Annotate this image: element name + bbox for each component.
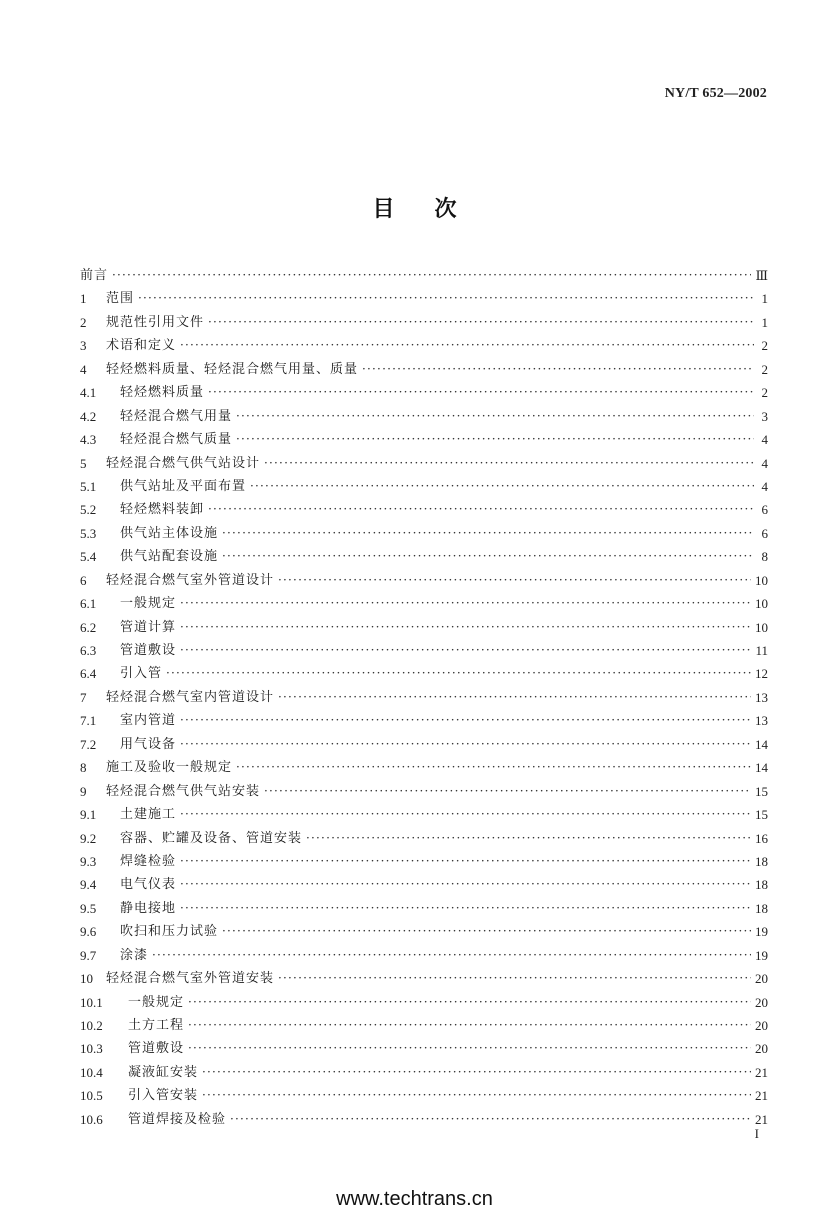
dot-leader bbox=[236, 428, 754, 451]
toc-entry[interactable] bbox=[80, 475, 768, 498]
toc-entry-label: 轻烃混合燃气室外管道安装 bbox=[106, 971, 275, 987]
dot-leader bbox=[166, 662, 751, 685]
toc-entry[interactable] bbox=[80, 803, 768, 826]
toc-entry-number: 6.3 bbox=[80, 643, 97, 658]
dot-leader bbox=[250, 475, 754, 498]
dot-leader bbox=[152, 944, 751, 967]
table-of-contents bbox=[80, 264, 768, 1131]
toc-entry-number: 9.7 bbox=[80, 947, 97, 963]
toc-entry-number: 5.1 bbox=[80, 478, 97, 494]
toc-entry-label: 室内管道 bbox=[120, 713, 177, 729]
toc-entry-label: 轻烃混合燃气供气站安装 bbox=[106, 783, 261, 799]
toc-entry-page: 6 bbox=[761, 502, 768, 518]
toc-entry-page: 1 bbox=[761, 314, 768, 330]
page-folio: I bbox=[754, 1126, 759, 1141]
dot-leader bbox=[208, 498, 754, 521]
dot-leader bbox=[188, 991, 751, 1014]
toc-entry-page: 2 bbox=[761, 385, 768, 401]
toc-entry[interactable] bbox=[80, 873, 768, 896]
toc-entry[interactable] bbox=[80, 827, 768, 850]
toc-entry-number: 7.1 bbox=[80, 713, 97, 729]
toc-entry[interactable] bbox=[80, 709, 768, 732]
toc-entry-number: 3 bbox=[80, 338, 87, 354]
toc-entry-page: 16 bbox=[755, 830, 768, 846]
toc-entry-label: 前言 bbox=[80, 268, 109, 283]
toc-entry-page: 18 bbox=[755, 900, 768, 916]
toc-entry[interactable] bbox=[80, 733, 768, 756]
toc-entry-number: 6 bbox=[80, 572, 87, 588]
toc-entry-number: 7.2 bbox=[80, 736, 97, 752]
toc-entry-label: 吹扫和压力试验 bbox=[120, 924, 219, 940]
toc-entry-label: 轻烃混合燃气用量 bbox=[120, 408, 233, 424]
toc-entry-number: 1 bbox=[80, 291, 87, 307]
toc-entry-label: 术语和定义 bbox=[106, 338, 177, 354]
toc-entry[interactable] bbox=[80, 639, 768, 662]
toc-entry-label: 轻烃混合燃气供气站设计 bbox=[106, 455, 261, 471]
dot-leader bbox=[236, 756, 751, 779]
toc-entry-number: 9.6 bbox=[80, 924, 97, 940]
toc-entry[interactable] bbox=[80, 920, 768, 943]
toc-entry-label: 土建施工 bbox=[120, 807, 177, 823]
toc-entry-number: 10.5 bbox=[80, 1088, 103, 1104]
standard-code: NY/T 652—2002 bbox=[664, 86, 767, 101]
toc-entry-number: 9.1 bbox=[80, 807, 97, 823]
toc-entry-number: 4 bbox=[80, 361, 87, 377]
toc-entry-number: 2 bbox=[80, 314, 87, 330]
toc-entry[interactable] bbox=[80, 592, 768, 615]
toc-entry-page: 21 bbox=[755, 1111, 768, 1127]
toc-entry-number: 6.1 bbox=[80, 596, 97, 612]
toc-entry[interactable] bbox=[80, 311, 768, 334]
toc-entry-label: 凝液缸安装 bbox=[128, 1064, 199, 1080]
toc-entry[interactable] bbox=[80, 1061, 768, 1084]
toc-entry-number: 9.4 bbox=[80, 877, 97, 893]
toc-entry-page: 2 bbox=[761, 338, 768, 354]
toc-entry-number: 6.4 bbox=[80, 666, 97, 682]
toc-entry-label: 范围 bbox=[106, 291, 135, 307]
title-char-2: 次 bbox=[434, 197, 457, 222]
toc-entry-label: 管道敷设 bbox=[120, 643, 177, 658]
toc-entry[interactable] bbox=[80, 897, 768, 920]
toc-entry-label: 供气站主体设施 bbox=[120, 525, 219, 541]
toc-entry-page: 21 bbox=[755, 1088, 768, 1104]
toc-entry-page: 13 bbox=[755, 689, 768, 705]
toc-entry-label: 轻烃混合燃气质量 bbox=[120, 432, 233, 448]
toc-entry-page: 14 bbox=[755, 736, 768, 752]
toc-entry-page: 20 bbox=[755, 1041, 768, 1057]
toc-entry[interactable] bbox=[80, 850, 768, 873]
toc-entry-page: 20 bbox=[755, 994, 768, 1010]
toc-entry-page: 21 bbox=[755, 1064, 768, 1080]
dot-leader bbox=[264, 452, 754, 475]
dot-leader bbox=[264, 780, 751, 803]
toc-entry[interactable] bbox=[80, 334, 768, 357]
toc-entry-number: 4.2 bbox=[80, 408, 97, 424]
toc-entry[interactable] bbox=[80, 616, 768, 639]
toc-entry[interactable] bbox=[80, 569, 768, 592]
toc-entry-label: 用气设备 bbox=[120, 736, 177, 752]
toc-entry-page: 20 bbox=[755, 1018, 768, 1033]
dot-leader bbox=[188, 1037, 751, 1060]
toc-entry-label: 轻烃混合燃气室内管道设计 bbox=[106, 689, 275, 705]
toc-entry-number: 9.3 bbox=[80, 853, 97, 869]
dot-leader bbox=[278, 569, 751, 592]
toc-entry-label: 引入管安装 bbox=[128, 1088, 199, 1104]
toc-entry-label: 轻烃燃料质量 bbox=[120, 385, 205, 401]
toc-entry[interactable] bbox=[80, 428, 768, 451]
toc-entry-label: 一般规定 bbox=[128, 994, 185, 1010]
toc-entry[interactable] bbox=[80, 662, 768, 685]
toc-entry[interactable] bbox=[80, 522, 768, 545]
toc-entry-number: 10 bbox=[80, 971, 93, 987]
dot-leader bbox=[138, 287, 754, 310]
dot-leader bbox=[230, 1108, 751, 1131]
toc-entry-page: 15 bbox=[755, 783, 768, 799]
toc-entry-number: 5.4 bbox=[80, 549, 97, 565]
toc-entry[interactable] bbox=[80, 967, 768, 990]
toc-entry[interactable] bbox=[80, 1014, 768, 1037]
dot-leader bbox=[112, 264, 751, 287]
toc-entry-page: 13 bbox=[755, 713, 768, 729]
toc-entry-page: 14 bbox=[755, 760, 768, 776]
dot-leader bbox=[278, 686, 751, 709]
toc-entry-number: 4.1 bbox=[80, 385, 97, 401]
toc-entry-label: 供气站配套设施 bbox=[120, 549, 219, 565]
toc-entry-number: 8 bbox=[80, 760, 87, 776]
toc-entry[interactable] bbox=[80, 686, 768, 709]
toc-entry-number: 5.2 bbox=[80, 502, 97, 518]
toc-entry-page: 1 bbox=[761, 291, 768, 307]
toc-entry-page: 12 bbox=[755, 666, 768, 682]
toc-entry-label: 轻烃燃料质量、轻烃混合燃气用量、质量 bbox=[106, 361, 359, 377]
dot-leader bbox=[180, 709, 751, 732]
toc-entry-label: 土方工程 bbox=[128, 1018, 185, 1033]
dot-leader bbox=[180, 616, 751, 639]
toc-entry[interactable] bbox=[80, 1037, 768, 1060]
toc-entry-page: 10 bbox=[755, 619, 768, 635]
toc-entry[interactable] bbox=[80, 287, 768, 310]
toc-entry-number: 10.2 bbox=[80, 1018, 103, 1033]
dot-leader bbox=[202, 1084, 751, 1107]
toc-entry-label: 引入管 bbox=[120, 666, 163, 682]
dot-leader bbox=[180, 850, 751, 873]
toc-entry[interactable] bbox=[80, 991, 768, 1014]
toc-entry-label: 涂漆 bbox=[120, 947, 149, 963]
toc-entry-page: 4 bbox=[761, 478, 768, 494]
toc-entry-label: 静电接地 bbox=[120, 900, 177, 916]
dot-leader bbox=[202, 1061, 751, 1084]
toc-entry-label: 焊缝检验 bbox=[120, 853, 177, 869]
dot-leader bbox=[208, 381, 754, 404]
toc-entry-number: 9.2 bbox=[80, 830, 97, 846]
dot-leader bbox=[208, 311, 754, 334]
toc-entry[interactable] bbox=[80, 756, 768, 779]
toc-entry-label: 管道敷设 bbox=[128, 1041, 185, 1057]
toc-entry-number: 4.3 bbox=[80, 432, 97, 448]
toc-entry-page: 18 bbox=[755, 853, 768, 869]
toc-entry-number: 9 bbox=[80, 783, 87, 799]
toc-entry-number: 6.2 bbox=[80, 619, 97, 635]
toc-entry-label: 供气站址及平面布置 bbox=[120, 478, 247, 494]
dot-leader bbox=[180, 592, 751, 615]
dot-leader bbox=[188, 1014, 751, 1037]
toc-entry[interactable] bbox=[80, 381, 768, 404]
dot-leader bbox=[278, 967, 751, 990]
toc-entry-number: 7 bbox=[80, 689, 87, 705]
toc-entry-page: 6 bbox=[761, 525, 768, 541]
dot-leader bbox=[362, 358, 754, 381]
toc-entry-number: 10.6 bbox=[80, 1111, 103, 1127]
toc-entry-number: 5 bbox=[80, 455, 87, 471]
toc-entry[interactable] bbox=[80, 1084, 768, 1107]
toc-entry-page: 15 bbox=[755, 807, 768, 823]
toc-entry-label: 轻烃混合燃气室外管道设计 bbox=[106, 572, 275, 588]
dot-leader bbox=[180, 803, 751, 826]
toc-entry-page: Ⅲ bbox=[755, 268, 768, 283]
toc-entry-label: 容器、贮罐及设备、管道安装 bbox=[120, 830, 303, 846]
toc-entry-page: 19 bbox=[755, 924, 768, 940]
toc-entry-page: 4 bbox=[761, 455, 768, 471]
title-char-1: 目 bbox=[372, 197, 395, 222]
toc-entry-number: 10.4 bbox=[80, 1064, 103, 1080]
toc-entry-label: 施工及验收一般规定 bbox=[106, 760, 233, 776]
toc-entry-page: 3 bbox=[761, 408, 768, 424]
toc-entry-page: 2 bbox=[761, 361, 768, 377]
toc-entry-label: 轻烃燃料装卸 bbox=[120, 502, 205, 518]
page-title bbox=[0, 192, 829, 223]
toc-entry-page: 10 bbox=[755, 596, 768, 612]
toc-entry-page: 20 bbox=[755, 971, 768, 987]
dot-leader bbox=[180, 897, 751, 920]
toc-entry-label: 一般规定 bbox=[120, 596, 177, 612]
toc-entry-page: 11 bbox=[755, 643, 768, 658]
toc-entry[interactable] bbox=[80, 405, 768, 428]
toc-entry[interactable] bbox=[80, 358, 768, 381]
toc-entry[interactable] bbox=[80, 944, 768, 967]
toc-entry-label: 管道焊接及检验 bbox=[128, 1111, 227, 1127]
toc-entry[interactable] bbox=[80, 1108, 768, 1131]
toc-entry-number: 9.5 bbox=[80, 900, 97, 916]
dot-leader bbox=[180, 733, 751, 756]
footer-url: www.techtrans.cn bbox=[336, 1188, 493, 1210]
toc-entry-page: 19 bbox=[755, 947, 768, 963]
dot-leader bbox=[222, 545, 754, 568]
toc-entry-label: 管道计算 bbox=[120, 619, 177, 635]
dot-leader bbox=[180, 873, 751, 896]
toc-entry-page: 18 bbox=[755, 877, 768, 893]
toc-entry[interactable] bbox=[80, 498, 768, 521]
toc-entry[interactable] bbox=[80, 545, 768, 568]
toc-entry-label: 电气仪表 bbox=[120, 877, 177, 893]
toc-entry[interactable] bbox=[80, 264, 768, 287]
toc-entry-page: 4 bbox=[761, 432, 768, 448]
toc-entry-label: 规范性引用文件 bbox=[106, 314, 205, 330]
toc-entry-page: 10 bbox=[755, 572, 768, 588]
toc-entry-number: 10.1 bbox=[80, 994, 103, 1010]
dot-leader bbox=[222, 920, 751, 943]
dot-leader bbox=[236, 405, 754, 428]
dot-leader bbox=[306, 827, 751, 850]
dot-leader bbox=[222, 522, 754, 545]
dot-leader bbox=[180, 334, 754, 357]
toc-entry-number: 10.3 bbox=[80, 1041, 103, 1057]
toc-entry[interactable] bbox=[80, 780, 768, 803]
toc-entry-number: 5.3 bbox=[80, 525, 97, 541]
dot-leader bbox=[180, 639, 751, 662]
toc-entry[interactable] bbox=[80, 452, 768, 475]
toc-entry-page: 8 bbox=[761, 549, 768, 565]
